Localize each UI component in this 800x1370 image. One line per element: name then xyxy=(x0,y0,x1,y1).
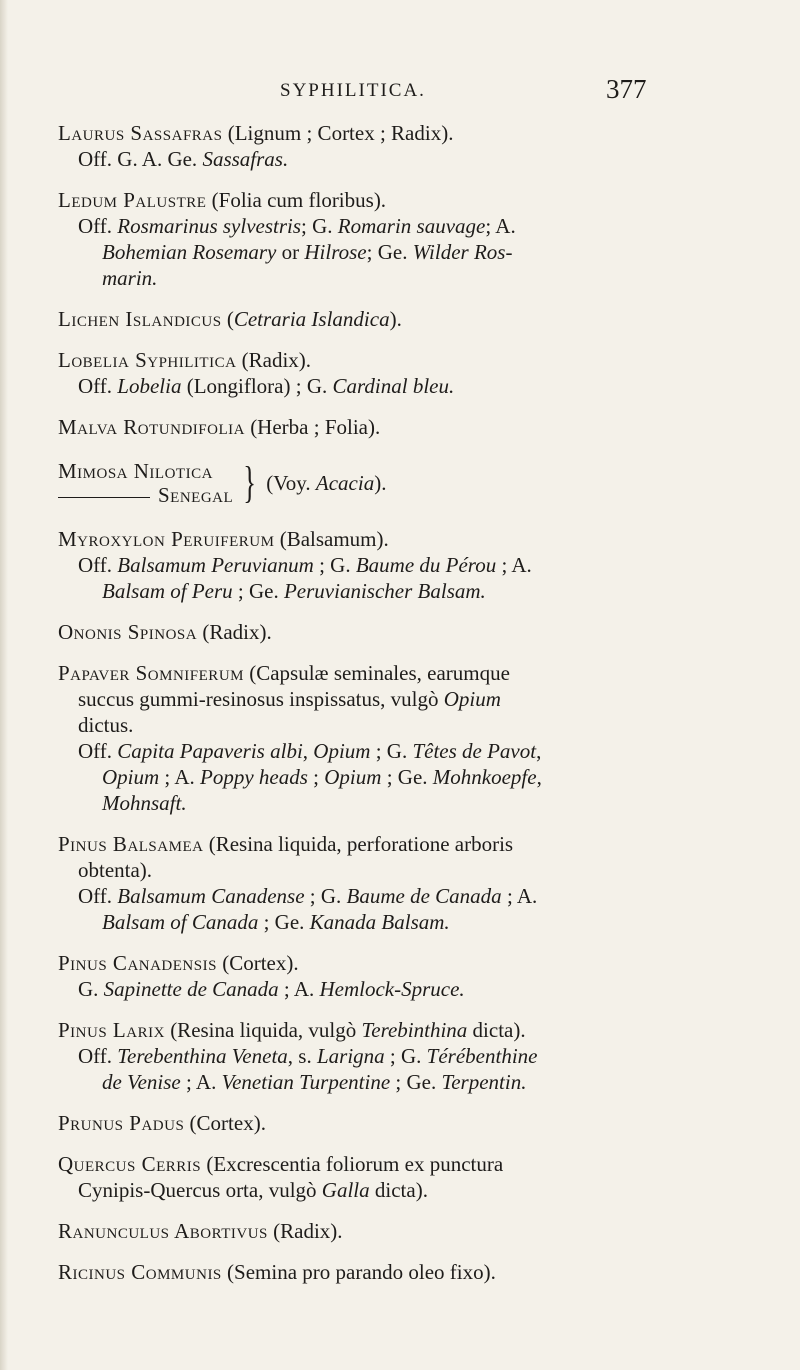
entry-lichen-islandicus xyxy=(58,306,748,332)
entry-name: Ranunculus Abortivus xyxy=(58,1219,268,1243)
entry-pinus-canadensis xyxy=(58,950,748,1002)
italic-text: Terebenthina Veneta xyxy=(117,1044,288,1068)
italic-text: Capita Papaveris albi xyxy=(117,739,303,763)
entry-name: Quercus Cerris xyxy=(58,1152,202,1176)
italic-text: de Venise xyxy=(102,1070,181,1094)
italic-text: Peruvianischer Balsam. xyxy=(283,579,486,603)
entry-desc: (Radix). xyxy=(267,1219,343,1243)
text: ( xyxy=(221,307,234,331)
entry-name: Myroxylon Peruiferum xyxy=(58,527,275,551)
text: G. xyxy=(78,977,104,1001)
italic-text: Terpentin. xyxy=(441,1070,527,1094)
italic-text: Rosmarinus sylvestris xyxy=(117,214,302,238)
text: (Capsulæ seminales, earumque xyxy=(243,661,510,685)
italic-text: Balsamum Canadense xyxy=(117,884,305,908)
text: (Excrescentia foliorum ex punctura xyxy=(201,1152,504,1176)
italic-text: Romarin sauvage xyxy=(337,214,486,238)
text: ; G. xyxy=(304,884,347,908)
italic-text: Mohnkoepfe xyxy=(432,765,537,789)
entry-name: Pinus Larix xyxy=(58,1018,165,1042)
ditto-dash xyxy=(58,497,150,498)
text: ; Ge. xyxy=(366,240,413,264)
text: ; A. xyxy=(485,214,516,238)
italic-text: Larigna xyxy=(316,1044,385,1068)
text: ; A. xyxy=(278,977,320,1001)
text: Off. xyxy=(78,884,118,908)
italic-text: Venetian Turpentine xyxy=(221,1070,391,1094)
text: (Resina liquida, perforatione arboris xyxy=(203,832,514,856)
entry-name: Malva Rotundifolia xyxy=(58,415,245,439)
entry-ononis-spinosa xyxy=(58,619,748,645)
entry-malva-rotundifolia xyxy=(58,414,748,440)
text: Off. xyxy=(78,374,118,398)
entry-desc: (Radix). xyxy=(197,620,272,644)
text: (Voy. xyxy=(266,471,316,495)
entry-list xyxy=(58,120,748,1300)
text: , xyxy=(536,765,542,789)
text: Off. xyxy=(78,553,118,577)
italic-text: Acacia xyxy=(315,471,375,495)
italic-text: Opium xyxy=(313,739,371,763)
entry-name: Senegal xyxy=(158,483,234,507)
italic-text: Terebinthina xyxy=(361,1018,468,1042)
entry-name: Laurus Sassafras xyxy=(58,121,223,145)
entry-name: Ricinus Communis xyxy=(58,1260,222,1284)
text: succus gummi-resinosus inspissatus, vulgò xyxy=(78,687,444,711)
text: ; A. xyxy=(496,553,532,577)
page-header xyxy=(0,72,800,112)
text: ; xyxy=(307,765,325,789)
text: ; Ge. xyxy=(390,1070,442,1094)
italic-text: Opium xyxy=(324,765,382,789)
entry-desc: (Folia cum floribus). xyxy=(206,188,387,212)
text: dicta). xyxy=(467,1018,526,1042)
entry-desc: (Semina pro parando oleo fixo). xyxy=(221,1260,496,1284)
italic-text: Cetraria Islandica xyxy=(233,307,390,331)
text: (Longiflora) ; G. xyxy=(181,374,333,398)
entry-name: Lichen Islandicus xyxy=(58,307,222,331)
italic-text: Têtes de Pavot xyxy=(412,739,537,763)
italic-text: Baume du Pérou xyxy=(355,553,497,577)
text: ; G. xyxy=(370,739,413,763)
page-edge-shadow xyxy=(0,0,8,1370)
running-head: SYPHILITICA. xyxy=(280,80,426,101)
entry-name: Ononis Spinosa xyxy=(58,620,198,644)
italic-text: Kanada Balsam. xyxy=(309,910,450,934)
off-name: Sassafras. xyxy=(202,147,289,171)
italic-text: Opium xyxy=(102,765,160,789)
entry-desc: (Balsamum). xyxy=(274,527,389,551)
entry-ledum-palustre xyxy=(58,187,748,291)
text: ; Ge. xyxy=(258,910,310,934)
italic-text: Poppy heads xyxy=(200,765,308,789)
entry-prunus-padus xyxy=(58,1110,748,1136)
italic-text: Lobelia xyxy=(117,374,182,398)
text: ; G. xyxy=(384,1044,427,1068)
text: dictus. xyxy=(78,713,134,737)
italic-text: Mohnsaft. xyxy=(102,791,187,815)
italic-text: Wilder Ros- xyxy=(412,240,513,264)
text: dicta). xyxy=(369,1178,428,1202)
text: ; A. xyxy=(159,765,201,789)
entry-papaver-somniferum xyxy=(58,660,748,816)
text: ; G. xyxy=(301,214,338,238)
italic-text: Sapinette de Canada xyxy=(103,977,279,1001)
entry-desc: (Cortex). xyxy=(184,1111,266,1135)
entry-name: Pinus Balsamea xyxy=(58,832,204,856)
entry-myroxylon-peruiferum xyxy=(58,526,748,604)
italic-text: marin. xyxy=(102,266,158,290)
entry-ranunculus-abortivus xyxy=(58,1218,748,1244)
text: , xyxy=(302,739,314,763)
entry-ricinus-communis xyxy=(58,1259,748,1285)
italic-text: Balsamum Peruvianum xyxy=(117,553,314,577)
entry-mimosa xyxy=(58,455,748,511)
entry-pinus-balsamea xyxy=(58,831,748,935)
entry-name: Pinus Canadensis xyxy=(58,951,217,975)
text: ). xyxy=(389,307,402,331)
entry-desc: (Lignum ; Cortex ; Radix). xyxy=(222,121,454,145)
entry-laurus-sassafras xyxy=(58,120,748,172)
entry-name: Prunus Padus xyxy=(58,1111,185,1135)
entry-desc: (Radix). xyxy=(236,348,312,372)
italic-text: Cardinal bleu. xyxy=(332,374,455,398)
text: ; A. xyxy=(180,1070,222,1094)
text: Off. xyxy=(78,1044,118,1068)
italic-text: Hemlock-Spruce. xyxy=(319,977,465,1001)
italic-text: Hilrose xyxy=(304,240,367,264)
text: Off. xyxy=(78,739,118,763)
entry-name: Lobelia Syphilitica xyxy=(58,348,237,372)
entry-pinus-larix xyxy=(58,1017,748,1095)
entry-desc: (Cortex). xyxy=(216,951,299,975)
entry-name: Papaver Somniferum xyxy=(58,661,244,685)
italic-text: Balsam of Peru xyxy=(102,579,233,603)
text: ; A. xyxy=(501,884,538,908)
entry-name: Ledum Palustre xyxy=(58,188,207,212)
text: (Resina liquida, vulgò xyxy=(164,1018,362,1042)
text: Off. xyxy=(78,214,118,238)
italic-text: Galla xyxy=(321,1178,370,1202)
text: , xyxy=(536,739,542,763)
text: ; G. xyxy=(313,553,356,577)
page-number: 377 xyxy=(606,74,647,104)
entry-name: Mimosa Nilotica xyxy=(58,459,213,483)
entry-desc: (Herba ; Folia). xyxy=(244,415,381,439)
entry-quercus-cerris xyxy=(58,1151,748,1203)
text: , s. xyxy=(287,1044,317,1068)
italic-text: Baume de Canada xyxy=(346,884,502,908)
entry-lobelia-syphilitica xyxy=(58,347,748,399)
italic-text: Bohemian Rosemary xyxy=(102,240,277,264)
italic-text: Balsam of Canada xyxy=(102,910,259,934)
brace-symbol: } xyxy=(243,458,257,507)
italic-text: Térébenthine xyxy=(426,1044,538,1068)
text: obtenta). xyxy=(78,858,153,882)
text: or xyxy=(276,240,305,264)
italic-text: Opium xyxy=(443,687,501,711)
text: ; Ge. xyxy=(381,765,433,789)
off-prefix: Off. G. A. Ge. xyxy=(78,147,203,171)
text: ; Ge. xyxy=(232,579,284,603)
text: ). xyxy=(374,471,387,495)
text: Cynipis-Quercus orta, vulgò xyxy=(78,1178,322,1202)
